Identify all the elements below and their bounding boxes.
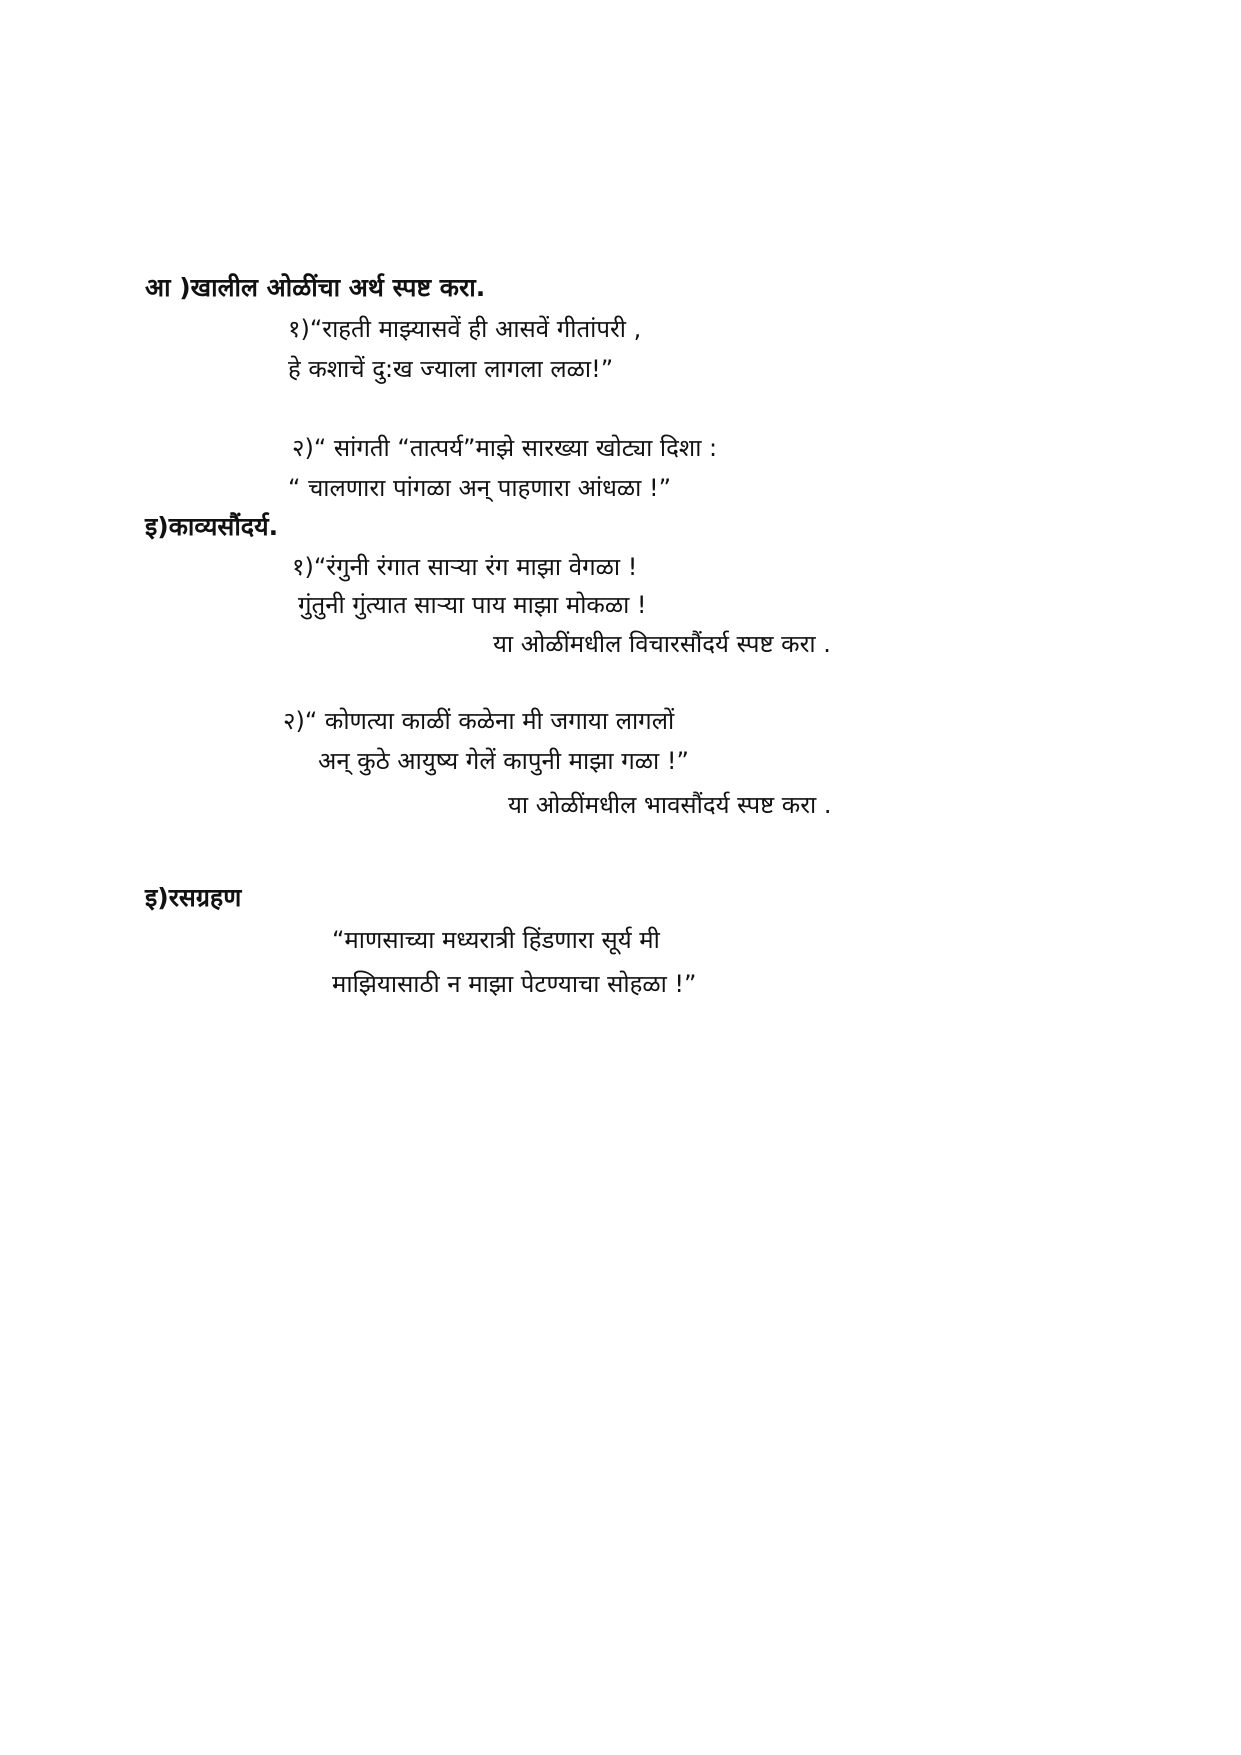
section-rasgrahan-line2: माझियासाठी न माझा पेटण्याचा सोहळा !”: [332, 970, 697, 998]
section-rasgrahan-line1: “माणसाच्या मध्यरात्री हिंडणारा सूर्य मी: [332, 926, 660, 954]
section-rasgrahan-heading: इ)रसग्रहण: [145, 883, 242, 912]
section-i-q1-instruction: या ओळींमधील विचारसौंदर्य स्पष्ट करा .: [493, 630, 831, 658]
section-a-q2-line1: २)“ सांगती “तात्पर्य”माझे सारख्या खोट्या दिशा :: [292, 434, 718, 462]
section-i-q2-instruction: या ओळींमधील भावसौंदर्य स्पष्ट करा .: [508, 791, 832, 819]
section-a-q2-line2: “ चालणारा पांगळा अन् पाहणारा आंधळा !”: [288, 474, 671, 502]
section-i-q1-line1: १)“रंगुनी रंगात साऱ्या रंग माझा वेगळा !: [292, 553, 638, 581]
section-i-q1-line2: गुंतुनी गुंत्यात साऱ्या पाय माझा मोकळा !: [298, 591, 647, 619]
section-a-q1-line2: हे कशाचें दु:ख ज्याला लागला लळा!”: [288, 355, 614, 383]
section-a-heading: आ )खालील ओळींचा अर्थ स्पष्ट करा.: [145, 273, 486, 302]
section-a-q1-line1: १)“राहती माझ्यासवें ही आसवें गीतांपरी ,: [288, 315, 642, 343]
section-i-heading: इ)काव्यसौंदर्य.: [145, 512, 279, 541]
section-i-q2-line1: २)“ कोणत्या काळीं कळेना मी जगाया लागलों: [283, 707, 675, 735]
section-i-q2-line2: अन् कुठे आयुष्य गेलें कापुनी माझा गळा !”: [318, 747, 689, 775]
